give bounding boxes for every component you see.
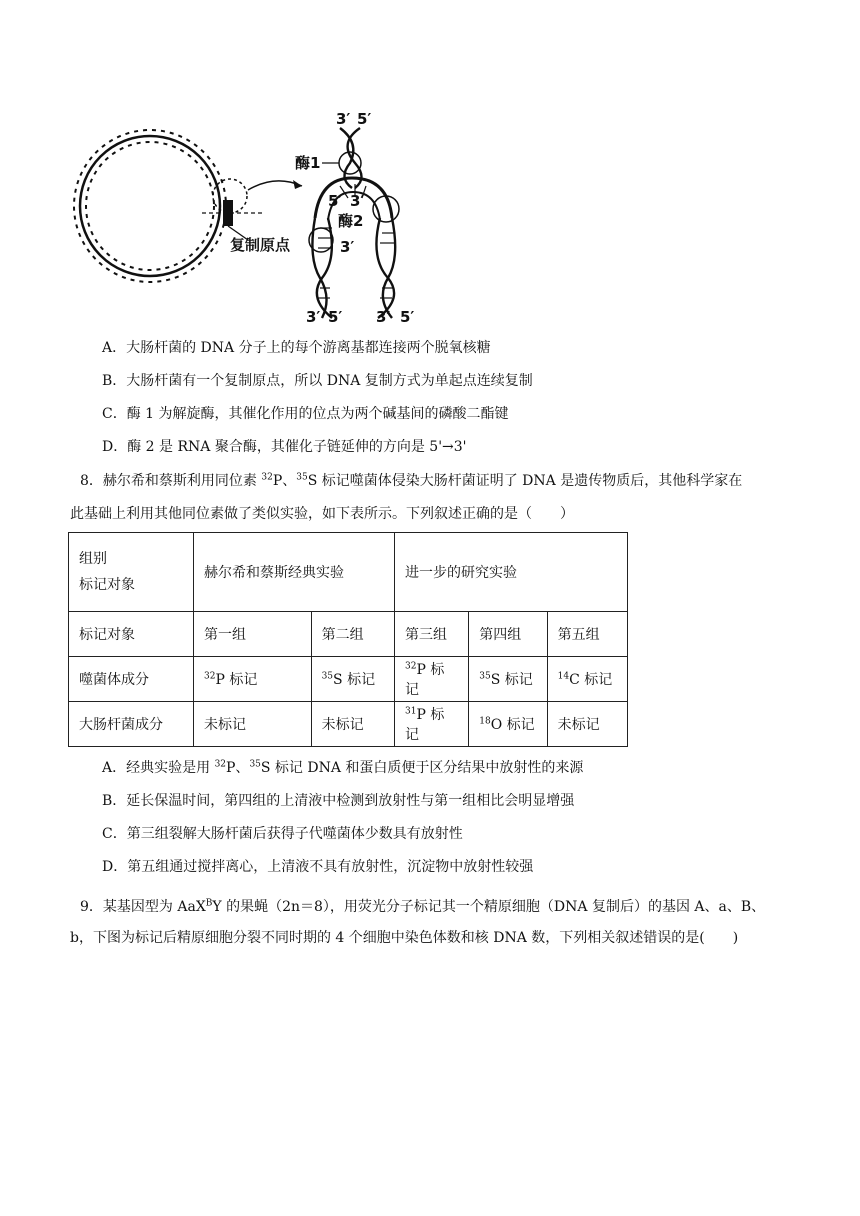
- circular-dna-icon: [74, 130, 226, 282]
- replication-origin-label: 复制原点: [230, 236, 291, 254]
- end-label: 5′: [328, 308, 343, 326]
- end-label: 5′: [357, 110, 372, 128]
- end-label: 3′: [336, 110, 351, 128]
- table-header-further: 进一步的研究实验: [395, 533, 628, 612]
- enzyme2-label: 酶2: [338, 212, 364, 230]
- table-row: 标记对象 第一组 第二组 第三组 第四组 第五组: [69, 612, 628, 657]
- enzyme1-label: 酶1: [295, 154, 321, 172]
- end-label: 3′: [376, 308, 391, 326]
- dna-replication-diagram: [70, 108, 470, 326]
- table-row: 大肠杆菌成分 未标记 未标记 $^{31}$P 标记 $^{18}$O 标记 未标记: [69, 702, 628, 747]
- q9-stem-line2: b，下图为标记后精原细胞分裂不同时期的 4 个细胞中染色体数和核 DNA 数，下列相关叙述错误的是( ): [70, 930, 739, 946]
- end-label: 3′: [306, 308, 321, 326]
- q9-stem-line1: 9．某基因型为 AaX$^B$Y 的果蝇（2n＝8），用荧光分子标记其一个精原细胞（DNA 复制后）的基因 A、a、B、: [80, 898, 766, 915]
- q8-option-c: C．第三组裂解大肠杆菌后获得子代噬菌体少数具有放射性: [102, 826, 463, 842]
- q8-stem-line2: 此基础上利用其他同位素做了类似实验，如下表所示。下列叙述正确的是（ ）: [70, 506, 574, 522]
- q8-stem-line1: 8．赫尔希和蔡斯利用同位素 $^{32}$P、$^{35}$S 标记噬菌体侵染大肠杆菌证明了 DNA 是遗传物质后，其他科学家在: [80, 472, 743, 489]
- table-header-corner: 组别 标记对象: [69, 533, 194, 612]
- q7-option-d: D．酶 2 是 RNA 聚合酶，其催化子链延伸的方向是 5'→3': [102, 439, 467, 455]
- experiment-table: [68, 532, 628, 747]
- q7-option-b: B．大肠杆菌有一个复制原点，所以 DNA 复制方式为单起点连续复制: [102, 373, 533, 389]
- q8-option-d: D．第五组通过搅拌离心，上清液不具有放射性，沉淀物中放射性较强: [102, 859, 534, 875]
- end-label: 5′: [328, 192, 343, 210]
- table-header-classic: 赫尔希和蔡斯经典实验: [194, 533, 395, 612]
- q7-option-c: C．酶 1 为解旋酶，其催化作用的位点为两个碱基间的磷酸二酯键: [102, 406, 509, 422]
- end-label: 5′: [400, 308, 415, 326]
- end-label: 3′: [340, 238, 355, 256]
- end-label: 3′: [350, 192, 365, 210]
- q8-option-b: B．延长保温时间，第四组的上清液中检测到放射性与第一组相比会明显增强: [102, 793, 575, 809]
- q8-option-a: A．经典实验是用 $^{32}$P、$^{35}$S 标记 DNA 和蛋白质便于区分结果中放射性的来源: [102, 759, 584, 776]
- table-row: 噬菌体成分 $^{32}$P 标记 $^{35}$S 标记 $^{32}$P 标记 $^{35}$S 标记 $^{14}$C 标记: [69, 657, 628, 702]
- q7-option-a: A．大肠杆菌的 DNA 分子上的每个游离基都连接两个脱氧核糖: [102, 340, 491, 356]
